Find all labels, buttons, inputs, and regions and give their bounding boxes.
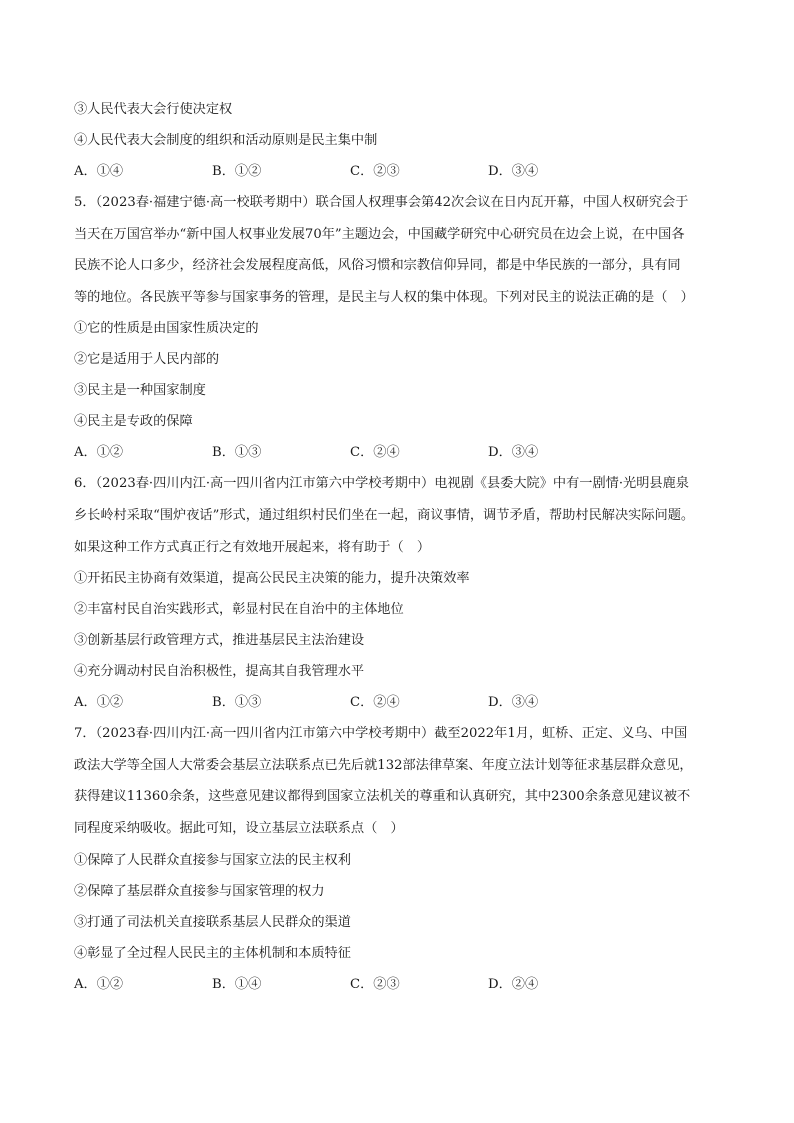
question-5: [74, 193, 724, 474]
statement: ②保障了基层群众直接参与国家管理的权力: [74, 883, 325, 899]
question-stem-line: 6．（2023春·四川内江·高一四川省内江市第六中学校考期中）电视剧《县委大院》中有一剧情·光明县鹿泉: [74, 476, 689, 492]
option-b[interactable]: B．①③: [212, 695, 262, 711]
statement: ①开拓民主协商有效渠道，提高公民民主决策的能力，提升决策效率: [74, 571, 470, 587]
question-stem-line: 7．（2023春·四川内江·高一四川省内江市第六中学校考期中）截至2022年1月，虹桥、正定、义乌、中国: [74, 726, 688, 742]
statement: ③人民代表大会行使决定权: [74, 102, 233, 117]
option-a[interactable]: A．①②: [74, 695, 124, 711]
question-stem-line: 等的地位。各民族平等参与国家事务的管理，是民主与人权的集中体现。下列对民主的说法正确的是（ ）: [74, 289, 694, 305]
question-stem-line: 政法大学等全国人大常委会基层立法联系点已先后就132部法律草案、年度立法计划等征求基层群众意见，: [74, 757, 693, 773]
question-stem-line: 乡长岭村采取“围炉夜话”形式，通过组织村民们坐在一起，商议事情，调节矛盾，帮助村民解决实际问题。: [74, 507, 695, 523]
options-row: [74, 693, 724, 724]
statement: ④人民代表大会制度的组织和活动原则是民主集中制: [74, 133, 378, 148]
question-stem-line: 同程度采纳吸收。据此可知，设立基层立法联系点（ ）: [74, 820, 404, 836]
question-stem-line: 民族不论人口多少，经济社会发展程度高低，风俗习惯和宗教信仰异同，都是中华民族的一部分，具有同: [74, 258, 681, 274]
option-b[interactable]: B．①③: [212, 445, 262, 461]
question-stem-line: 如果这种工作方式真正行之有效地开展起来，将有助于（ ）: [74, 539, 431, 555]
option-c[interactable]: C．②④: [350, 695, 400, 711]
option-a[interactable]: A．①②: [74, 445, 124, 461]
options-row: [74, 443, 724, 474]
question-stem-line: 当天在万国宫举办“新中国人权事业发展70年”主题边会，中国藏学研究中心研究员在边会上说，在中国各: [74, 226, 685, 242]
statement: ①它的性质是由国家性质决定的: [74, 321, 259, 337]
option-d[interactable]: D．③④: [488, 695, 539, 711]
option-a[interactable]: A．①④: [74, 164, 124, 179]
exam-page: [74, 100, 724, 1006]
option-d[interactable]: D．③④: [488, 445, 539, 461]
question-4-tail: [74, 100, 724, 193]
statement: ③民主是一种国家制度: [74, 383, 206, 399]
question-7: [74, 724, 724, 1005]
statement: ①保障了人民群众直接参与国家立法的民主权利: [74, 852, 351, 868]
statement: ②它是适用于人民内部的: [74, 352, 220, 368]
statement: ③打通了司法机关直接联系基层人民群众的渠道: [74, 914, 351, 930]
option-b[interactable]: B．①④: [212, 976, 262, 992]
option-c[interactable]: C．②④: [350, 445, 400, 461]
option-c[interactable]: C．②③: [350, 976, 400, 992]
statement: ④充分调动村民自治积极性，提高其自我管理水平: [74, 664, 365, 680]
options-row: [74, 162, 724, 193]
option-d[interactable]: D．②④: [488, 976, 539, 992]
question-stem-line: 获得建议11360余条，这些意见建议都得到国家立法机关的尊重和认真研究，其中2300余条意见建议被不: [74, 789, 691, 805]
option-a[interactable]: A．①②: [74, 976, 124, 992]
option-c[interactable]: C．②③: [350, 164, 400, 179]
statement: ③创新基层行政管理方式，推进基层民主法治建设: [74, 633, 365, 649]
statement: ④彰显了全过程人民民主的主体机制和本质特征: [74, 945, 351, 961]
option-b[interactable]: B．①②: [212, 164, 262, 179]
option-d[interactable]: D．③④: [488, 164, 539, 179]
statement: ②丰富村民自治实践形式，彰显村民在自治中的主体地位: [74, 602, 404, 618]
question-6: [74, 474, 724, 724]
statement: ④民主是专政的保障: [74, 414, 193, 430]
options-row: [74, 975, 724, 1006]
question-stem-line: 5．（2023春·福建宁德·高一校联考期中）联合国人权理事会第42次会议在日内瓦开幕，中国人权研究会于: [74, 195, 689, 210]
